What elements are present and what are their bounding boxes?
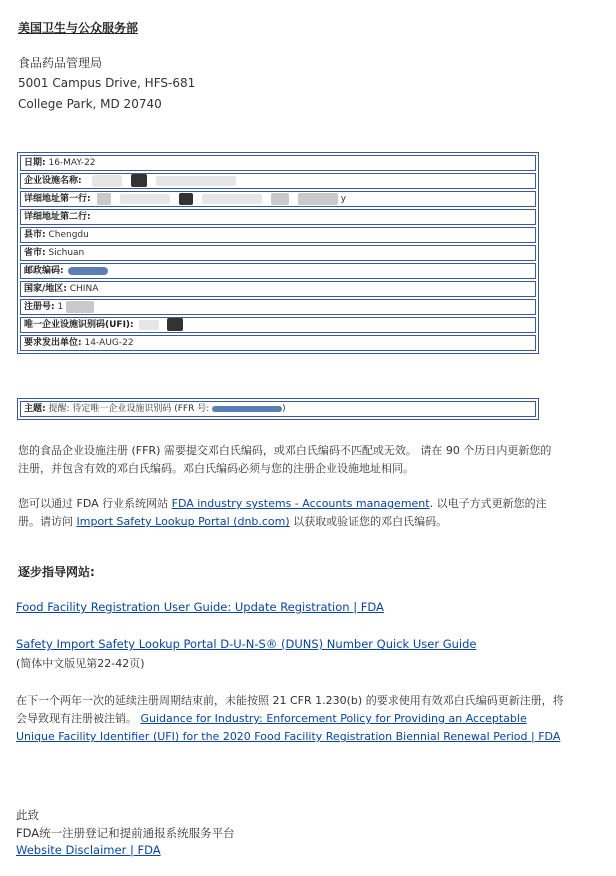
subject-text: 提醒: 待定唯一企业设施识别码 (FFR 号: [45, 404, 213, 414]
redacted-block [179, 193, 193, 205]
subject-box [17, 398, 539, 420]
redacted-block [92, 175, 122, 187]
city-value: Chengdu [45, 230, 89, 240]
province-label: 省市: [24, 248, 46, 258]
city-label: 县市: [24, 230, 46, 240]
redacted-block [68, 267, 108, 275]
info-row-address-1 [20, 191, 536, 207]
province-value: Sichuan [45, 248, 85, 258]
agency-name: 食品药品管理局 [18, 56, 103, 70]
closing-salutation: 此致 [16, 808, 39, 822]
redacted-block [131, 174, 147, 187]
address-1-label: 详细地址第一行: [24, 194, 91, 204]
redacted-block [120, 194, 170, 204]
redacted-block [97, 193, 111, 205]
fda-industry-systems-link[interactable]: FDA industry systems - Accounts management [171, 497, 430, 510]
redacted-block [139, 320, 159, 330]
chinese-version-note: (简体中文版见第22-42页) [16, 657, 145, 670]
ufi-guidance-link[interactable]: Guidance for Industry: Enforcement Policy for Providing an Acceptable Unique Facility Identifier (UFI) for the 2020 Food Facility Registration Biennial Renewal Period | FDA [16, 712, 561, 743]
p2-text-middle: . 以电子方式更新您的注册。请访问 [18, 497, 547, 528]
cancellation-warning-paragraph [16, 692, 564, 746]
p2-text-after: 以获取或验证您的邓白氏编码。 [289, 515, 448, 528]
due-date-value: 14-AUG-22 [81, 338, 134, 348]
redacted-block [298, 193, 338, 205]
info-row-country [20, 281, 536, 297]
redacted-block [212, 406, 282, 412]
subject-label: 主题: [24, 404, 46, 414]
registration-value: 1 [54, 302, 64, 312]
p2-text-before: 您可以通过 FDA 行业系统网站 [18, 497, 172, 510]
info-row-postal-code [20, 263, 536, 279]
subject-close: ) [282, 404, 286, 414]
due-date-label: 要求发出单位: [24, 338, 82, 348]
ufi-label: 唯一企业设施识别码(UFI): [24, 320, 134, 330]
facility-name-label: 企业设施名称: [24, 176, 82, 186]
info-row-due-date [20, 335, 536, 351]
p3-text: 在下一个两年一次的延续注册周期结束前，未能按照 21 CFR 1.230(b) 的要求使用有效邓白氏编码更新注册，将会导致现有注册被注销。 [16, 694, 564, 725]
update-instructions-paragraph [18, 495, 558, 531]
info-row-date [20, 155, 536, 171]
info-row-address-2 [20, 209, 536, 225]
duns-quick-guide-link[interactable]: Safety Import Safety Lookup Portal D-U-N-S® (DUNS) Number Quick User Guide [16, 637, 477, 651]
registration-notice-paragraph: 您的食品企业设施注册 (FFR) 需要提交邓白氏编码，或邓白氏编码不匹配或无效。 请在 90 个历日内更新您的注册，并包含有效的邓白氏编码。邓白氏编码必须与您的注册企业设施地址相同。 [18, 444, 552, 475]
date-label: 日期: [24, 158, 46, 168]
address-line-1: 5001 Campus Drive, HFS-681 [18, 76, 196, 90]
address-line-2: College Park, MD 20740 [18, 97, 162, 111]
redacted-block [202, 194, 262, 204]
import-safety-lookup-link[interactable]: Import Safety Lookup Portal (dnb.com) [76, 515, 290, 528]
country-label: 国家/地区: [24, 284, 67, 294]
redacted-block [167, 318, 183, 331]
address-1-tail: y [340, 194, 347, 204]
info-row-city [20, 227, 536, 243]
website-disclaimer-link[interactable]: Website Disclaimer | FDA [16, 843, 161, 857]
address-2-label: 详细地址第二行: [24, 212, 91, 222]
info-row-province [20, 245, 536, 261]
redacted-block [66, 301, 94, 313]
closing-signature: FDA统一注册登记和提前通报系统服务平台 [16, 826, 235, 840]
department-title: 美国卫生与公众服务部 [18, 21, 139, 35]
info-row-registration-number [20, 299, 536, 315]
info-row-ufi [20, 317, 536, 333]
date-value: 16-MAY-22 [45, 158, 96, 168]
redacted-block [271, 193, 289, 205]
ffr-user-guide-link[interactable]: Food Facility Registration User Guide: Update Registration | FDA [16, 600, 384, 614]
registration-label: 注册号: [24, 302, 55, 312]
redacted-block [156, 176, 236, 186]
postal-code-label: 邮政编码: [24, 266, 64, 276]
subject-line [20, 401, 536, 417]
country-value: CHINA [66, 284, 99, 294]
guide-heading: 逐步指导网站: [18, 565, 95, 579]
facility-info-table [17, 152, 539, 354]
info-row-facility-name [20, 173, 536, 189]
